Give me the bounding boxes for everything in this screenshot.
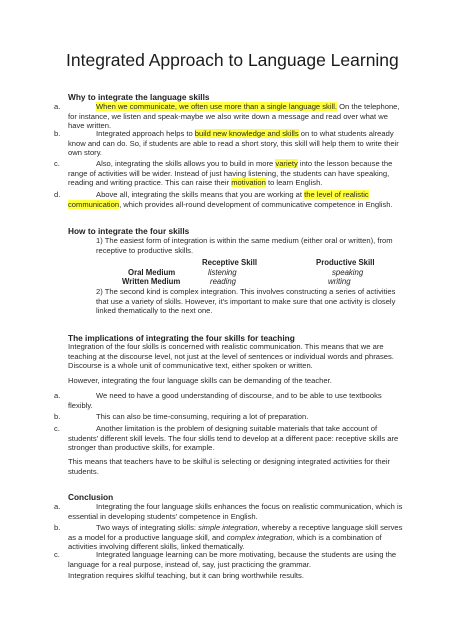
paragraph-line: that use a variety of skills. However, it's important to make sure that one activity is closely [96, 296, 396, 306]
list-marker: c. [54, 550, 60, 559]
paragraph-line: Integration of the four skills is concerned with realistic communication. This means that we are [68, 342, 384, 351]
paragraph-line: Integrating the four language skills enhances the focus on realistic communication, which is [96, 502, 403, 511]
paragraph-line: students' different skill levels. The four skills tend to develop at a different pace: receptive skills are [68, 433, 399, 443]
paragraph-line [96, 102, 400, 111]
paragraph-line [68, 178, 322, 187]
paragraph-line: have written. [68, 121, 112, 130]
text-span: On the telephone, [337, 102, 400, 111]
paragraph-line: We need to have a good understanding of discourse, and to be able to use textbooks [96, 391, 382, 400]
text-span: Also, integrating the skills allows you to build in more [96, 159, 276, 168]
paragraph-line: This means that teachers have to be skilful is selecting or designing integrated activities for their [68, 457, 391, 466]
paragraph-line: However, integrating the four language skills can be demanding of the teacher. [68, 376, 332, 385]
table-header-productive: Productive Skill [316, 258, 375, 267]
highlight: communication [68, 199, 120, 209]
text-span: into the lesson because the [297, 159, 393, 168]
text-span: Integrated approach helps to [96, 129, 195, 138]
list-marker: b. [54, 129, 61, 138]
paragraph-line: Integrated language learning can be more motivating, because the students are using the [96, 550, 397, 559]
text-span: , whereby a receptive language skill serves [257, 523, 403, 532]
list-marker: b. [54, 412, 61, 421]
paragraph-line [96, 190, 369, 199]
table-row-label-oral: Oral Medium [128, 268, 176, 277]
highlight: the level of realistic [304, 190, 369, 199]
highlight: variety [275, 159, 298, 168]
paragraph-line: receptive to productive skills. [96, 245, 194, 255]
heading-why-integrate: Why to integrate the language skills [68, 92, 210, 102]
table-cell: listening [208, 268, 237, 277]
text-span: , which provides all-round development of communicative competence in English. [119, 199, 393, 209]
paragraph-line: know and can do. So, if students are able to read a short story, this skill will help them to write their [68, 138, 399, 148]
text-span: as a model for a productive language skill, and [68, 532, 227, 542]
paragraph-line [68, 200, 393, 209]
list-marker: a. [54, 102, 61, 111]
paragraph-line: Another limitation is the problem of designing suitable materials that take account of [96, 424, 378, 433]
paragraph-line: 1) The easiest form of integration is within the same medium (either oral or written), from [96, 236, 393, 245]
table-cell: reading [210, 277, 237, 286]
paragraph-line: stronger than productive skills, for example. [68, 443, 215, 452]
text-span: Two ways of integrating skills: [96, 523, 199, 532]
table-cell: speaking [332, 268, 364, 277]
text-span: , which is a combination of [292, 532, 382, 542]
list-marker: d. [54, 190, 61, 199]
paragraph-line: language for a real purpose, instead of, say, just practicing the grammar. [68, 559, 311, 569]
paragraph-line: own story. [68, 148, 103, 157]
paragraph-line [68, 533, 382, 542]
italic-term: complex integration [226, 532, 293, 542]
list-marker: c. [54, 159, 60, 168]
paragraph-line: Integration requires skilful teaching, but it can bring worthwhile results. [68, 571, 304, 580]
paragraph-line: essential in developing students' competence in English. [68, 511, 258, 521]
italic-term: simple integration [198, 523, 258, 532]
list-marker: a. [54, 502, 61, 511]
heading-implications: The implications of integrating the four skills for teaching [68, 333, 295, 343]
highlight: build new knowledge and skills [194, 129, 299, 138]
table-cell: writing [328, 277, 351, 286]
paragraph-line [96, 523, 402, 532]
paragraph-line [96, 129, 394, 138]
list-marker: b. [54, 523, 61, 532]
text-span: Above all, integrating the skills means that you are working at [96, 190, 305, 199]
paragraph-line: This can also be time-consuming, requiring a lot of preparation. [96, 412, 309, 421]
paragraph-line: Discourse is a whole unit of communicative text, either spoken or written. [68, 361, 313, 370]
list-marker: a. [54, 391, 61, 400]
paragraph-line [96, 159, 392, 168]
paragraph-line: linked thematically to the next one. [96, 306, 213, 315]
heading-conclusion: Conclusion [68, 492, 114, 502]
paragraph-line: range of activities will be wider. Instead of just having listening, the students can have speaking, [68, 168, 390, 178]
list-marker: c. [54, 424, 60, 433]
table-header-receptive: Receptive Skill [202, 258, 258, 267]
text-span: reading and writing practice. This can raise their [68, 178, 232, 187]
heading-how-integrate: How to integrate the four skills [68, 226, 190, 236]
text-span: to learn English. [265, 178, 323, 187]
highlight: motivation [231, 178, 266, 187]
paragraph-line: teaching at the discourse level, not just at the level of sentences or individual words and phrases. [68, 351, 394, 361]
paragraph-line: flexibly. [68, 400, 93, 410]
paragraph-line: students. [68, 466, 99, 476]
document-title: Integrated Approach to Language Learning [66, 50, 399, 70]
text-span: on to what students already [298, 129, 394, 138]
paragraph-line: 2) The second kind is complex integration. This involves constructing a series of activities [96, 287, 396, 296]
table-row-label-written: Written Medium [122, 277, 181, 286]
highlight: When we communicate, we often use more than a single language skill. [96, 102, 338, 111]
paragraph-line: for instance, we listen and speak-maybe we also write down a message and read over what we [68, 111, 388, 121]
paragraph-line: activities involving different skills, linked thematically. [68, 542, 245, 551]
